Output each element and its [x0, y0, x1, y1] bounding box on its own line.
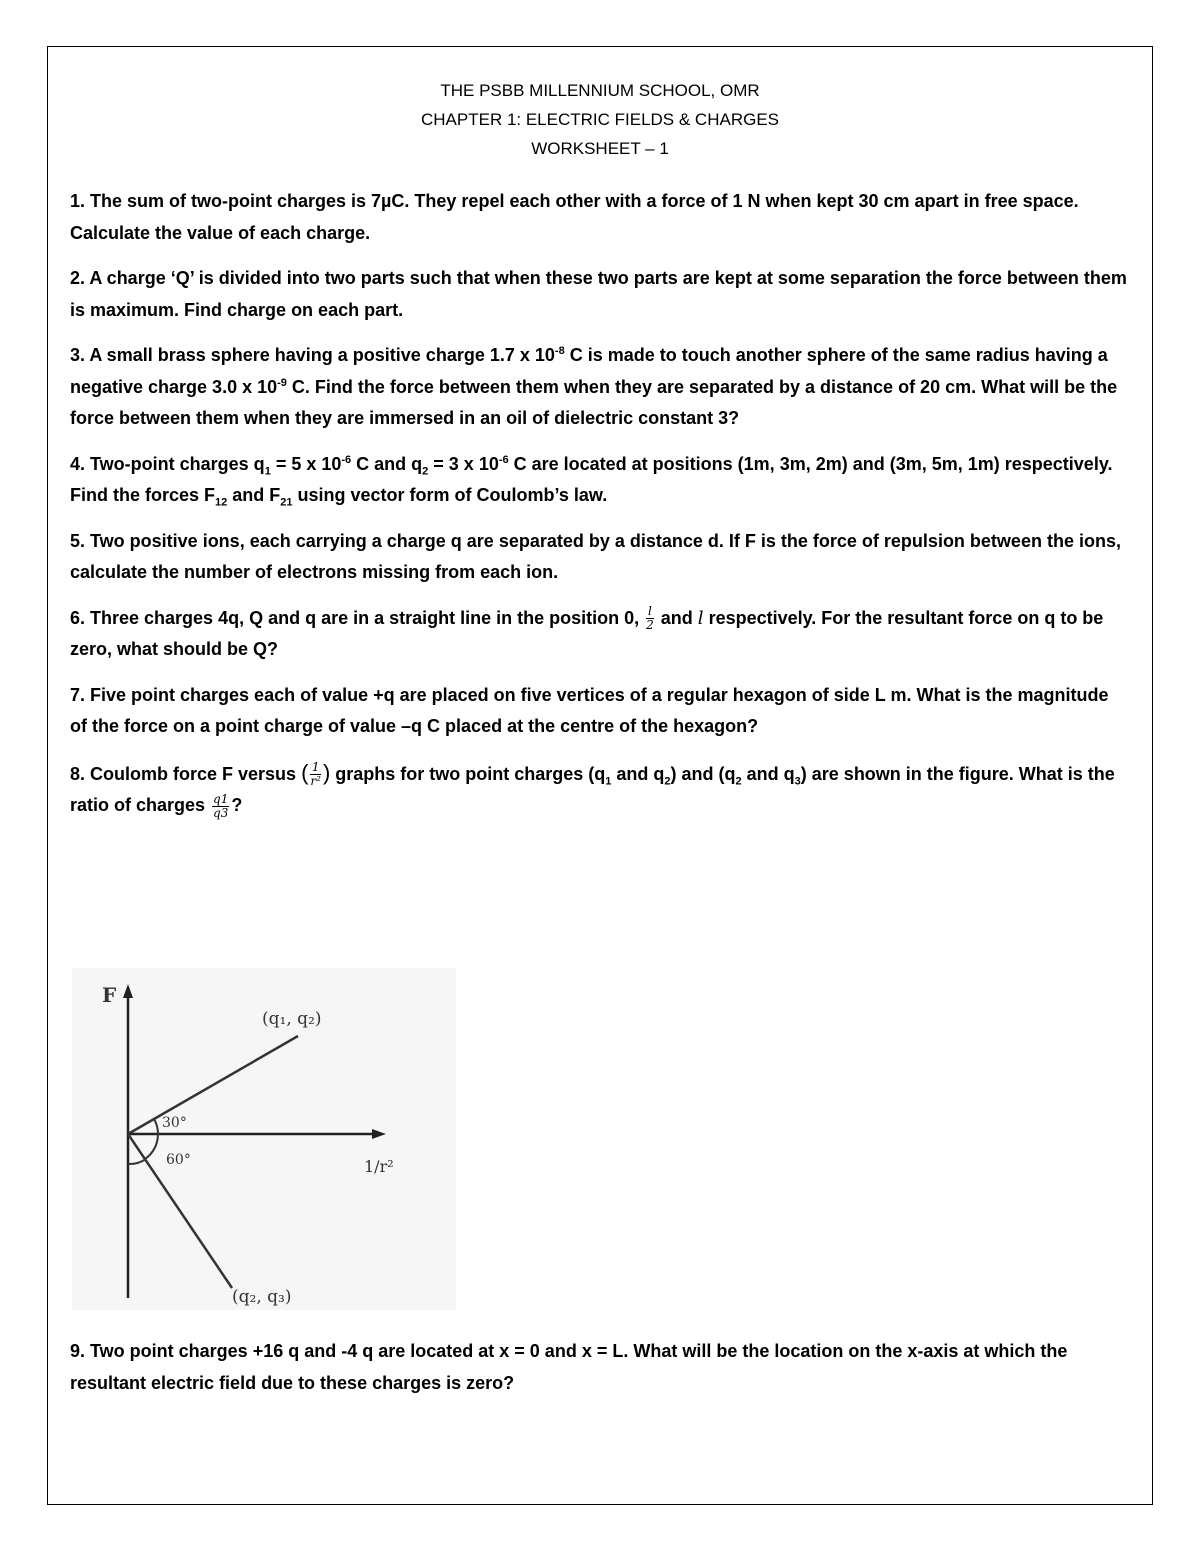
- force-graph: [72, 968, 456, 1310]
- question-7: 7. Five point charges each of value +q are placed on five vertices of a regular hexagon of side L m. What is the magnitude of the force on a point charge of value –q C placed at the centre of the hexagon?: [70, 684, 1109, 736]
- y-axis-arrow: [123, 984, 133, 998]
- x-axis-label: 1/r²: [364, 1157, 394, 1176]
- angle-30-label: 30°: [162, 1115, 187, 1131]
- line-q1-q2-label: (q₁, q₂): [262, 1009, 322, 1029]
- question-8: 8. Coulomb force F versus ( $\frac{1}{\text{r²}}$ ) graphs for two point charges ($q_1$ and $q_2$) and ($q_2$ and $q_3$) are shown in the figure. What is the ratio of charges $\frac{q1}{q3}$ ?: [70, 759, 1115, 820]
- one-over-r-squared-fraction: $\frac{1}{\text{r²}}$: [310, 760, 321, 789]
- angle-arc-30: [154, 1119, 158, 1134]
- question-5: 5. Two positive ions, each carrying a charge q are separated by a distance d. If F is the force of repulsion between the ions, calculate the number of electrons missing from each ion.: [70, 530, 1121, 582]
- angle-arc-60: [128, 1159, 146, 1164]
- school-name: THE PSBB MILLENNIUM SCHOOL, OMR: [440, 81, 760, 100]
- l-over-2-fraction: $\frac{l}{2}$: [646, 604, 654, 633]
- angle-arc-60-outer: [145, 1134, 158, 1159]
- force-graph-figure: [72, 968, 456, 1310]
- angle-60-label: 60°: [166, 1152, 191, 1168]
- question-1: 1. The sum of two-point charges is 7µC. They repel each other with a force of 1 N when kept 30 cm apart in free space. Calculate the value of each charge.: [70, 191, 1079, 243]
- q1-over-q3-fraction: $\frac{q1}{q3}$: [213, 791, 229, 820]
- question-4: 4. Two-point charges $q_1 = 5$ x $10^{-6}$ C and $q_2 = 3$ x $10^{-6}$ C are located at positions (1m, 3m, 2m) and (3m, 5m, 1m) respectively. Find the forces $F_{12}$ and $F_{21}$ using vector form of Coulomb’s law.: [70, 453, 1113, 509]
- line-q2-q3-label: (q₂, q₃): [232, 1287, 292, 1307]
- question-3: 3. A small brass sphere having a positive charge 1.7 x $10^{-8}$ C is made to touch another sphere of the same radius having a negative charge 3.0 x $10^{-9}$ C. Find the force between them when they are separated by a distance of 20 cm. What will be the force between them when they are immersed in an oil of dielectric constant 3?: [70, 345, 1118, 428]
- y-axis-label: F: [102, 983, 117, 1007]
- question-9: 9. Two point charges +16 q and -4 q are located at x = 0 and x = L. What will be the location on the x-axis at which the resultant electric field due to these charges is zero?: [70, 1341, 1068, 1393]
- question-list: [70, 186, 1130, 836]
- x-axis-arrow: [372, 1129, 386, 1139]
- question-6: 6. Three charges 4q, Q and q are in a straight line in the position 0, $\frac{l}{2}$ and l respectively. For the resultant force on q to be zero, what should be Q?: [70, 604, 1104, 659]
- question-2: 2. A charge ‘Q’ is divided into two parts such that when these two parts are kept at some separation the force between them is maximum. Find charge on each part.: [70, 268, 1127, 320]
- worksheet-header: [0, 76, 1200, 163]
- worksheet-title: WORKSHEET – 1: [531, 139, 669, 158]
- chapter-title: CHAPTER 1: ELECTRIC FIELDS & CHARGES: [420, 110, 780, 129]
- question-9-container: [70, 1336, 1130, 1413]
